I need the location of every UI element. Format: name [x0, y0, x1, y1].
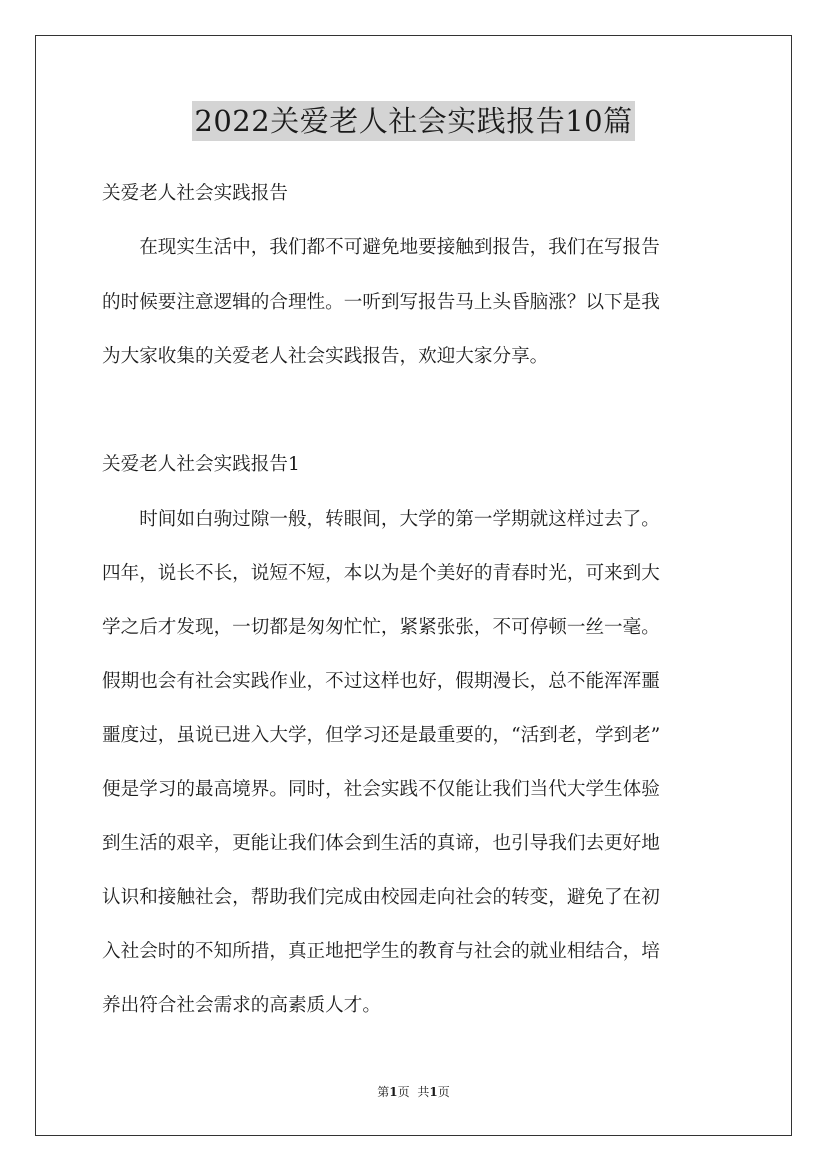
- report1-line-4: 假期也会有社会实践作业，不过这样也好，假期漫长，总不能浑浑噩: [102, 671, 660, 692]
- intro-line-1: 在现实生活中，我们都不可避免地要接触到报告，我们在写报告: [102, 237, 660, 258]
- footer-total-suffix: 页: [437, 1085, 450, 1099]
- document-title: 2022关爱老人社会实践报告10篇: [192, 101, 634, 141]
- title-wrap: [0, 101, 827, 141]
- intro-line-2: 的时候要注意逻辑的合理性。一听到写报告马上头昏脑涨？以下是我: [102, 292, 660, 313]
- intro-line-3: 为大家收集的关爱老人社会实践报告，欢迎大家分享。: [102, 346, 549, 367]
- footer-page-current: 1: [389, 1085, 398, 1099]
- report1-line-5: 噩度过，虽说已进入大学，但学习还是最重要的，“活到老，学到老”: [102, 725, 661, 746]
- report1-line-2: 四年，说长不长，说短不短，本以为是个美好的青春时光，可来到大: [102, 563, 660, 584]
- report1-line-10: 养出符合社会需求的高素质人才。: [102, 995, 381, 1016]
- footer-page-prefix: 第: [377, 1085, 390, 1099]
- report1-line-7: 到生活的艰辛，更能让我们体会到生活的真谛，也引导我们去更好地: [102, 833, 660, 854]
- report1-line-6: 便是学习的最高境界。同时，社会实践不仅能让我们当代大学生体验: [102, 779, 660, 800]
- section-heading: 关爱老人社会实践报告: [102, 183, 288, 204]
- report1-line-3: 学之后才发现，一切都是匆匆忙忙，紧紧张张，不可停顿一丝一毫。: [102, 617, 660, 638]
- page-footer: [0, 1084, 827, 1100]
- footer-page-suffix: 页: [397, 1085, 410, 1099]
- footer-total-prefix: 共: [417, 1085, 430, 1099]
- report1-line-8: 认识和接触社会，帮助我们完成由校园走向社会的转变，避免了在初: [102, 887, 660, 908]
- footer-page-total: 1: [429, 1085, 438, 1099]
- report1-line-9: 入社会时的不知所措，真正地把学生的教育与社会的就业相结合，培: [102, 941, 660, 962]
- report1-line-1: 时间如白驹过隙一般，转眼间，大学的第一学期就这样过去了。: [102, 509, 660, 530]
- report1-heading: 关爱老人社会实践报告1: [102, 454, 300, 475]
